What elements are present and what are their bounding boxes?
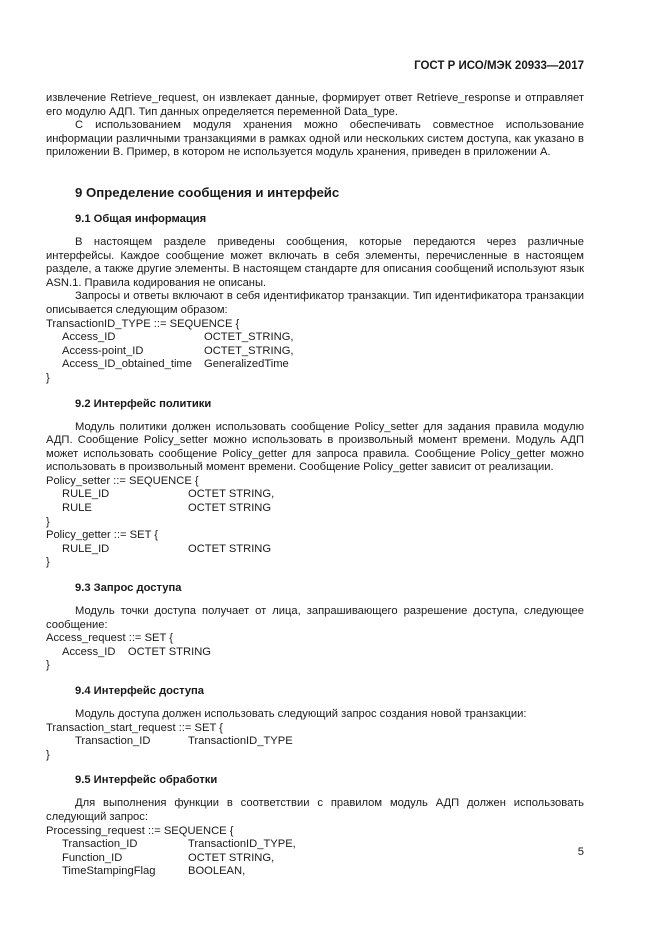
subsection-heading-9-1: 9.1 Общая информация bbox=[75, 212, 207, 225]
page-number: 5 bbox=[577, 846, 584, 858]
paragraph: В настоящем разделе приведены сообщения, которые передаются через различные интерфейсы. Каждое сообщение может включать в себя элементы, перечисленные в настоящем разделе, а также другие элементы. В настоящем стандарте для описания сообщений используют язык ASN.1. Правила кодирования не описаны. bbox=[46, 235, 584, 289]
code-line: Access_ID OCTET_STRING, bbox=[62, 331, 294, 344]
code-line: Access_request ::= SET { bbox=[46, 632, 173, 645]
subsection-heading-9-2: 9.2 Интерфейс политики bbox=[75, 397, 212, 410]
code-line: Policy_getter ::= SET { bbox=[46, 529, 159, 542]
code-line: Transaction_start_request ::= SET { bbox=[46, 721, 223, 734]
paragraph: Модуль точки доступа получает от лица, запрашивающего разрешение доступа, следующее сообщение: bbox=[46, 605, 584, 631]
code-line: Access_ID OCTET STRING bbox=[62, 645, 211, 658]
code-line: RULE OCTET STRING bbox=[62, 502, 272, 515]
subsection-heading-9-3: 9.3 Запрос доступа bbox=[75, 582, 182, 595]
paragraph: Для выполнения функции в соответствии с правилом модуль АДП должен использовать следующий запрос: bbox=[46, 797, 584, 823]
code-line: RULE_ID OCTET STRING bbox=[62, 542, 272, 555]
subsection-heading-9-5: 9.5 Интерфейс обработки bbox=[75, 774, 218, 787]
code-line: } bbox=[46, 659, 50, 672]
code-line: Function_ID OCTET STRING, bbox=[62, 851, 275, 864]
asn1-code-access-request bbox=[46, 632, 584, 673]
asn1-code-processing-request bbox=[46, 825, 584, 879]
asn1-code-transaction-start bbox=[46, 722, 584, 763]
code-line: } bbox=[46, 371, 50, 384]
paragraph: Модуль политики должен использовать сообщение Policy_setter для задания правила модулю АДП. Сообщение Policy_setter можно использовать в произвольный момент времени. Модуль АДП может использовать сообщение Policy_getter для запроса правила. Сообщение Policy_getter можно использовать в произвольный момент времени. Сообщение Policy_getter зависит от реализации. bbox=[46, 420, 584, 474]
code-line: Policy_setter ::= SEQUENCE { bbox=[46, 474, 199, 487]
code-line: Transaction_ID TransactionID_TYPE, bbox=[62, 838, 296, 851]
page-content bbox=[46, 92, 584, 879]
code-line: } bbox=[46, 515, 50, 528]
subsection-heading-9-4: 9.4 Интерфейс доступа bbox=[75, 685, 205, 697]
paragraph: извлечение Retrieve_request, он извлекает данные, формирует ответ Retrieve_response и отправляет его модулю АДП. Тип данных определяется переменной Data_type. bbox=[46, 92, 584, 118]
code-line: Access-point_ID OCTET_STRING, bbox=[62, 344, 294, 357]
code-line: Processing_request ::= SEQUENCE { bbox=[46, 824, 234, 837]
standard-header: ГОСТ Р ИСО/МЭК 20933—2017 bbox=[414, 60, 584, 72]
document-page bbox=[46, 0, 584, 935]
code-line: TransactionID_TYPE ::= SEQUENCE { bbox=[46, 317, 240, 330]
code-line: } bbox=[46, 556, 50, 569]
section-heading-9: 9 Определение сообщения и интерфейс bbox=[75, 184, 340, 200]
paragraph: С использованием модуля хранения можно обеспечивать совместное использование информации различными транзакциями в рамках одной или нескольких систем доступа, как указано в приложении В. Пример, в котором не используется модуль хранения, приведен в приложении А. bbox=[46, 119, 584, 159]
paragraph: Модуль доступа должен использовать следующий запрос создания новой транзакции: bbox=[75, 708, 527, 720]
code-line: } bbox=[46, 748, 50, 761]
code-line: Transaction_ID TransactionID_TYPE bbox=[75, 735, 293, 748]
code-line: Access_ID_obtained_time GeneralizedTime bbox=[62, 358, 289, 371]
asn1-code-policy-getter bbox=[46, 529, 584, 570]
paragraph: Запросы и ответы включают в себя идентификатор транзакции. Тип идентификатора транзакции описывается следующим образом: bbox=[46, 290, 584, 316]
code-line: TimeStampingFlag BOOLEAN, bbox=[62, 865, 246, 878]
asn1-code-policy-setter bbox=[46, 475, 584, 529]
asn1-code-transactionid bbox=[46, 318, 584, 386]
code-line: RULE_ID OCTET STRING, bbox=[62, 488, 275, 501]
